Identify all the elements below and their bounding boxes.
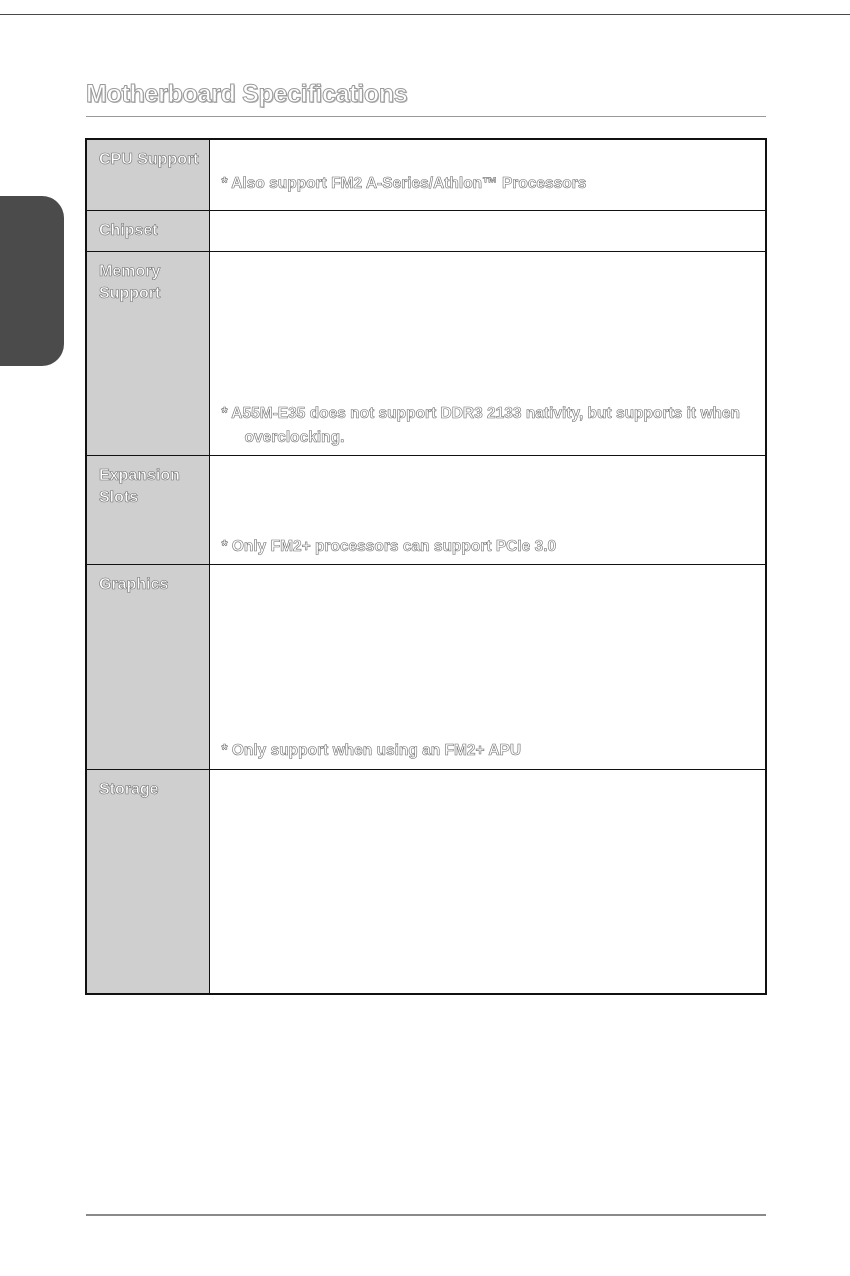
spec-value-cell (209, 455, 766, 564)
spec-label-cell (86, 210, 209, 251)
spec-value-cell (209, 769, 766, 994)
spec-label: Graphics (99, 575, 169, 593)
chapter-side-tab (0, 196, 64, 366)
spec-row-chipset (86, 210, 766, 251)
spec-row-expansion-slots (86, 455, 766, 564)
spec-label-cell (86, 564, 209, 769)
spec-label-cell (86, 769, 209, 994)
spec-label-cell (86, 251, 209, 455)
spec-row-memory-support (86, 251, 766, 455)
spec-label: Memory Support (99, 262, 161, 302)
spec-note: * Only FM2+ processors can support PCIe 3.0 (221, 537, 557, 555)
spec-value-cell (209, 139, 766, 210)
spec-table (85, 138, 767, 995)
spec-row-cpu-support (86, 139, 766, 210)
spec-label: Expansion Slots (99, 466, 180, 506)
spec-label: Storage (99, 780, 159, 798)
page-title: Motherboard Specifications (86, 80, 408, 108)
spec-note: * A55M-E35 does not support DDR3 2133 nativity, but supports it when overclocking. (221, 404, 740, 446)
footer-rule (86, 1214, 766, 1216)
top-rule (0, 14, 850, 15)
spec-label-cell (86, 455, 209, 564)
spec-label-cell (86, 139, 209, 210)
spec-label: CPU Support (99, 151, 199, 168)
spec-value-cell (209, 564, 766, 769)
title-divider (86, 116, 766, 117)
spec-note: * Also support FM2 A-Series/Athlon™ Processors (221, 175, 587, 192)
spec-value-cell (209, 210, 766, 251)
spec-row-graphics (86, 564, 766, 769)
spec-label: Chipset (99, 221, 158, 239)
spec-note: * Only support when using an FM2+ APU (221, 741, 522, 759)
spec-value-cell (209, 251, 766, 455)
spec-row-storage (86, 769, 766, 994)
